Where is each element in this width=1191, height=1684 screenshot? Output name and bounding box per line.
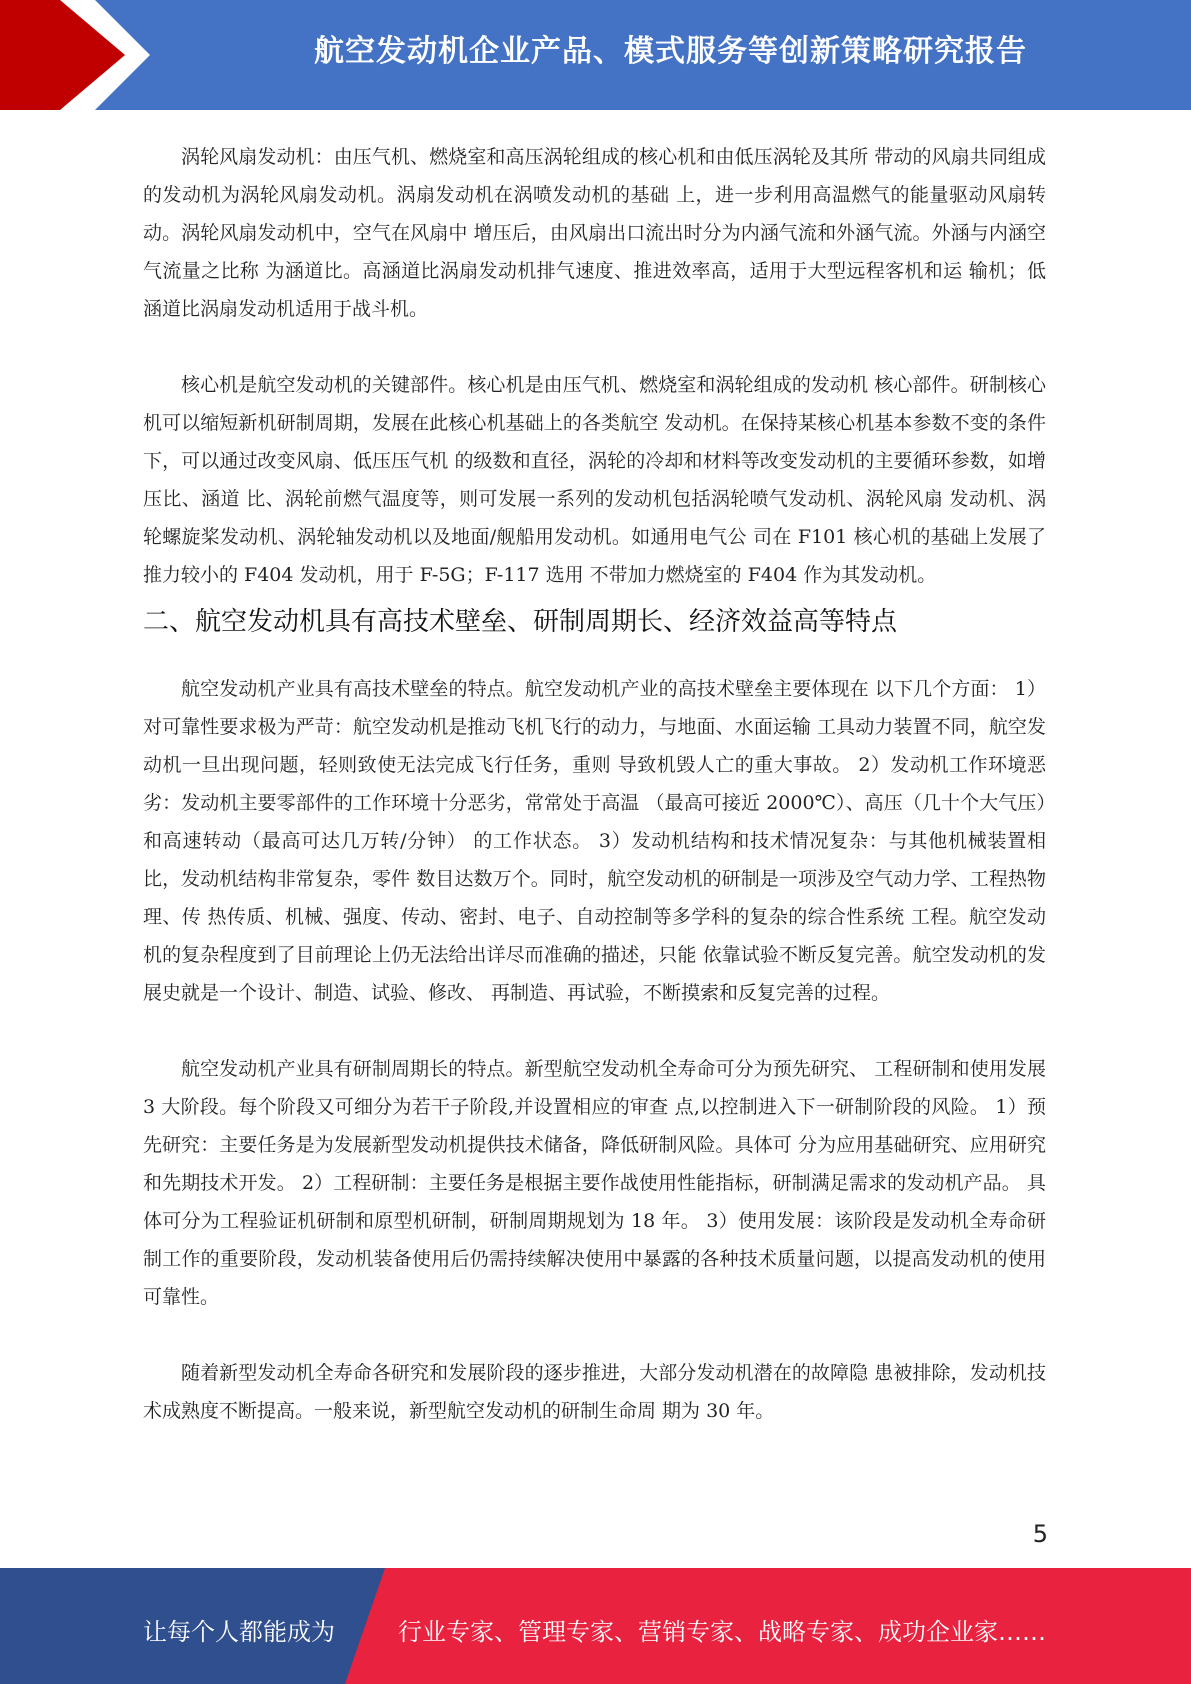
paragraph-dev-cycle: 航空发动机产业具有研制周期长的特点。新型航空发动机全寿命可分为预先研究、 工程研制和使用发展 3 大阶段。每个阶段又可细分为若干子阶段,并设置相应的审查 点,以控制进入下一研制阶段的风险。 1）预先研究：主要任务是为发展新型发动机提供技术储备，降低研制风险。具体可 分为应用基础研究、应用研究和先期技术开发。 2）工程研制：主要任务是根据主要作战使用性能指标，研制满足需求的发动机产品。 具体可分为工程验证机研制和原型机研制，研制周期规划为 18 年。 3）使用发展：该阶段是发动机全寿命研制工作的重要阶段，发动机装备使用后仍需持续解决使用中暴露的各种技术质量问题，以提高发动机的使用可靠性。: [143, 1058, 1046, 1308]
footer-slogan-right: 行业专家、管理专家、营销专家、战略专家、成功企业家……: [398, 1618, 1046, 1646]
page-header: [0, 0, 1191, 110]
page-footer: [0, 1568, 1191, 1684]
footer-slogan-left: 让每个人都能成为: [143, 1618, 335, 1646]
document-body: [143, 138, 1046, 1430]
page-number: 5: [1032, 1520, 1048, 1548]
paragraph-turbofan: 涡轮风扇发动机：由压气机、燃烧室和高压涡轮组成的核心机和由低压涡轮及其所 带动的风扇共同组成的发动机为涡轮风扇发动机。涡扇发动机在涡喷发动机的基础 上，进一步利用高温燃气的能量驱动风扇转动。涡轮风扇发动机中，空气在风扇中 增压后，由风扇出口流出时分为内涵气流和外涵气流。外涵与内涵空气流量之比称 为涵道比。高涵道比涡扇发动机排气速度、推进效率高，适用于大型远程客机和运 输机；低涵道比涡扇发动机适用于战斗机。: [143, 146, 1046, 320]
paragraph-tech-barrier: 航空发动机产业具有高技术壁垒的特点。航空发动机产业的高技术壁垒主要体现在 以下几个方面： 1）对可靠性要求极为严苛：航空发动机是推动飞机飞行的动力，与地面、水面运输 工具动力装置不同，航空发动机一旦出现问题，轻则致使无法完成飞行任务，重则 导致机毁人亡的重大事故。 2）发动机工作环境恶劣：发动机主要零部件的工作环境十分恶劣，常常处于高温 （最高可接近 2000℃）、高压（几十个大气压）和高速转动（最高可达几万转/分钟） 的工作状态。 3）发动机结构和技术情况复杂：与其他机械装置相比，发动机结构非常复杂，零件 数目达数万个。同时，航空发动机的研制是一项涉及空气动力学、工程热物理、传 热传质、机械、强度、传动、密封、电子、自动控制等多学科的复杂的综合性系统 工程。航空发动机的复杂程度到了目前理论上仍无法给出详尽而准确的描述，只能 依靠试验不断反复完善。航空发动机的发展史就是一个设计、制造、试验、修改、 再制造、再试验，不断摸索和反复完善的过程。: [143, 678, 1046, 1004]
paragraph-core-engine: 核心机是航空发动机的关键部件。核心机是由压气机、燃烧室和涡轮组成的发动机 核心部件。研制核心机可以缩短新机研制周期，发展在此核心机基础上的各类航空 发动机。在保持某核心机基本参数不变的条件下，可以通过改变风扇、低压压气机 的级数和直径，涡轮的冷却和材料等改变发动机的主要循环参数，如增压比、涵道 比、涡轮前燃气温度等，则可发展一系列的发动机包括涡轮喷气发动机、涡轮风扇 发动机、涡轮螺旋桨发动机、涡轮轴发动机以及地面/舰船用发动机。如通用电气公 司在 F101 核心机的基础上发展了推力较小的 F404 发动机，用于 F-5G；F-117 选用 不带加力燃烧室的 F404 作为其发动机。: [143, 374, 1046, 586]
header-title: 航空发动机企业产品、模式服务等创新策略研究报告: [314, 34, 1027, 69]
paragraph-lifecycle: 随着新型发动机全寿命各研究和发展阶段的逐步推进，大部分发动机潜在的故障隐 患被排除，发动机技术成熟度不断提高。一般来说，新型航空发动机的研制生命周 期为 30 年。: [143, 1362, 1046, 1422]
section-heading: 二、航空发动机具有高技术壁垒、研制周期长、经济效益高等特点: [143, 607, 898, 637]
